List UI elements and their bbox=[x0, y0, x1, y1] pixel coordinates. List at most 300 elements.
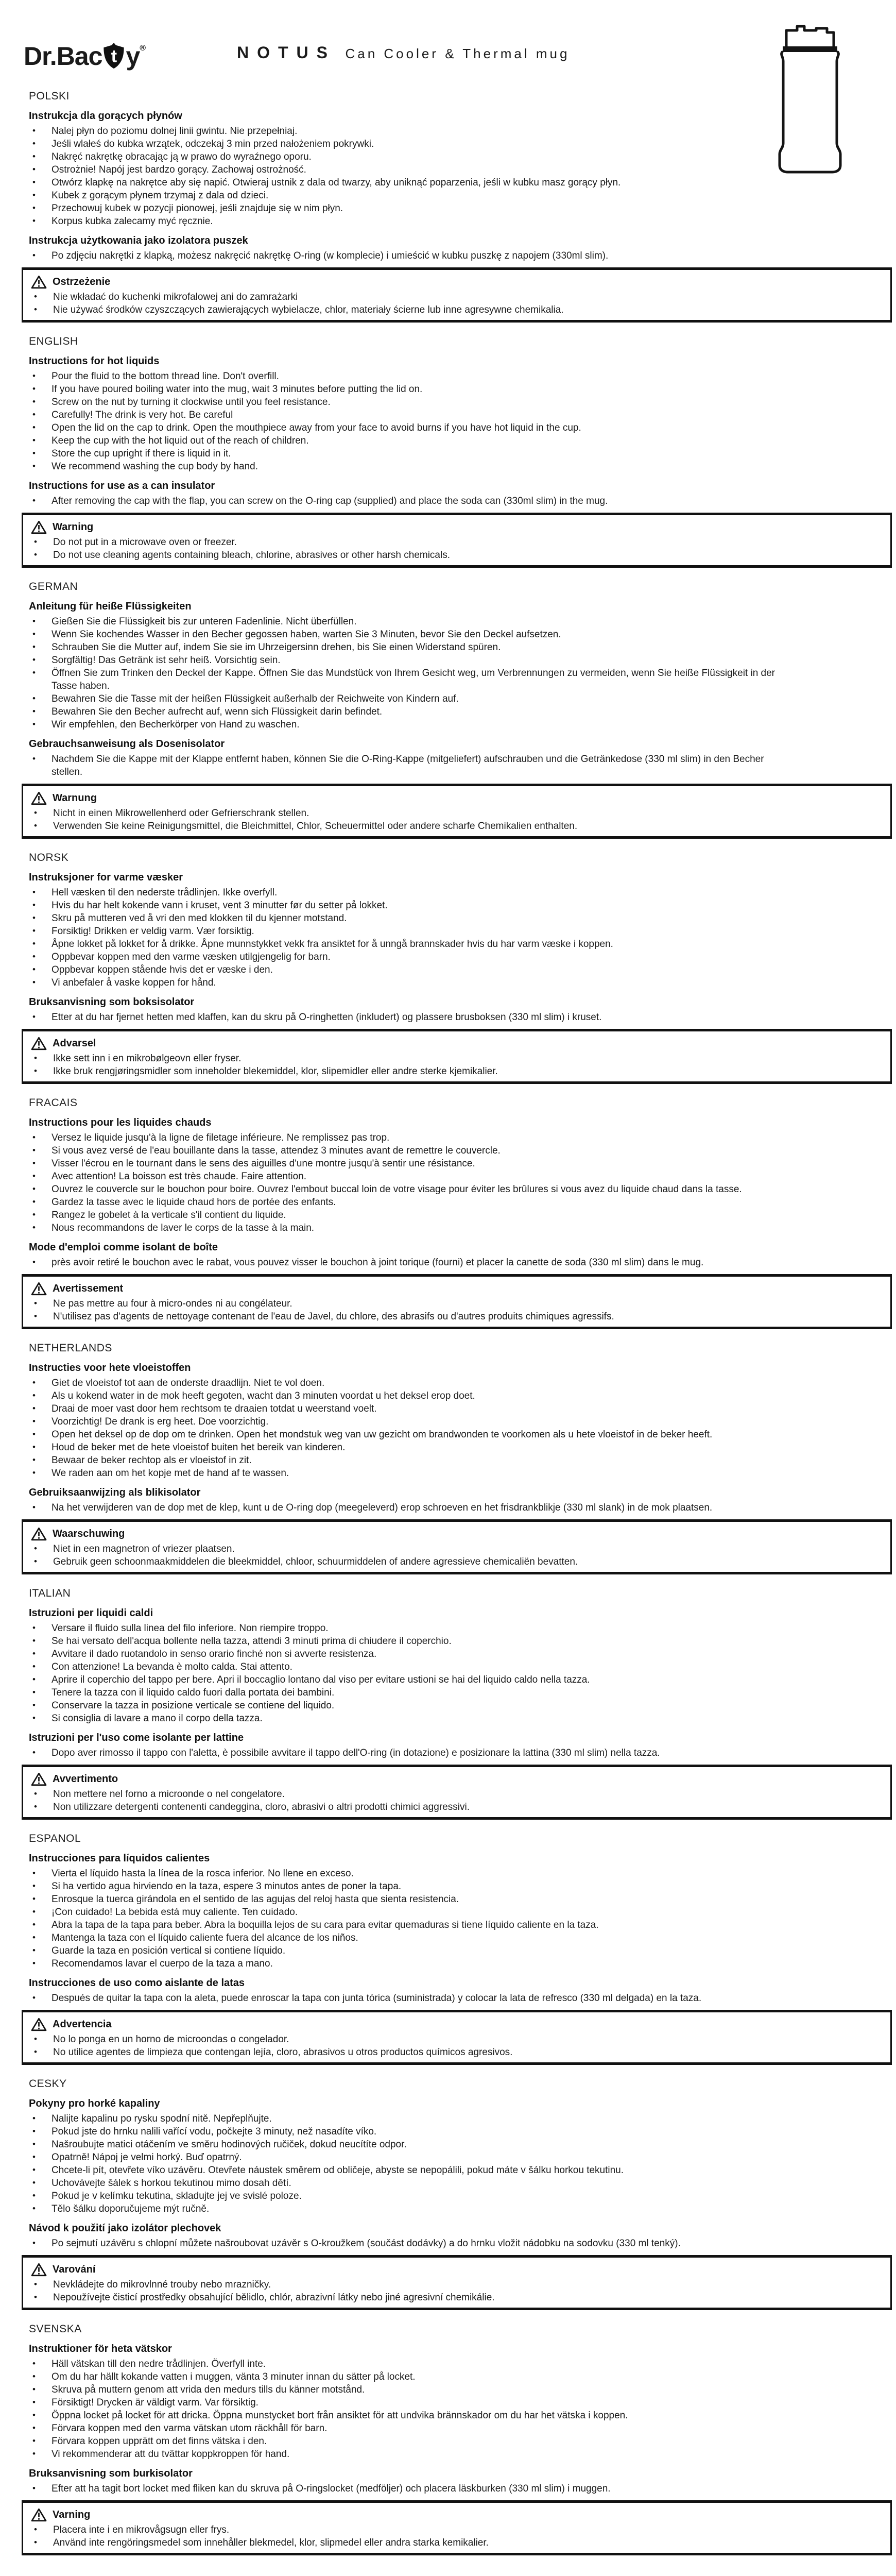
language-label: NETHERLANDS bbox=[29, 1342, 112, 1354]
instruction-text: Hell væsken til den nederste trådlinjen. Ikke overfyll. bbox=[51, 887, 278, 898]
instruction-text: Tenere la tazza con il liquido caldo fuori dalla portata dei bambini. bbox=[51, 1687, 335, 1698]
instruction-item bbox=[22, 1144, 892, 1157]
can-insulator-heading: Instructions for use as a can insulator bbox=[29, 480, 215, 492]
instruction-item bbox=[22, 1389, 892, 1402]
instruction-text: Po zdjęciu nakrętki z klapką, możesz nakręcić nakrętkę O-ring (w komplecie) i umieścić w kubku puszkę z napojem (330ml slim). bbox=[51, 250, 609, 261]
hot-liquids-list bbox=[22, 886, 892, 989]
bullet-marker-icon: • bbox=[32, 629, 36, 639]
instruction-item bbox=[22, 176, 892, 189]
bullet-marker-icon: • bbox=[32, 913, 36, 923]
can-insulator-list bbox=[22, 1501, 892, 1514]
instruction-item bbox=[22, 963, 892, 976]
instruction-text: Avvitare il dado ruotandolo in senso orario finché non si avverte resistenza. bbox=[51, 1649, 377, 1659]
warning-triangle-icon bbox=[31, 1527, 47, 1541]
instruction-item bbox=[22, 1712, 892, 1725]
bullet-marker-icon: • bbox=[32, 2449, 36, 2459]
can-insulator-heading: Instrucciones de uso como aislante de latas bbox=[29, 1977, 245, 1989]
instruction-item bbox=[22, 495, 892, 507]
instruction-item bbox=[22, 951, 892, 963]
instruction-item bbox=[22, 1170, 892, 1183]
warning-title-row bbox=[23, 2507, 890, 2522]
instruction-text: No lo ponga en un horno de microondas o congelador. bbox=[53, 2034, 289, 2045]
bullet-marker-icon: • bbox=[32, 1649, 36, 1658]
bullet-marker-icon: • bbox=[32, 1502, 36, 1512]
warning-title: Advertencia bbox=[53, 2018, 112, 2030]
instruction-item bbox=[23, 291, 890, 303]
instruction-text: Carefully! The drink is very hot. Be careful bbox=[51, 410, 233, 420]
instruction-text: Kubek z gorącym płynem trzymaj z dala od dzieci. bbox=[51, 190, 269, 201]
can-insulator-list bbox=[22, 249, 892, 262]
warning-list bbox=[23, 1788, 890, 1814]
instruction-item bbox=[22, 421, 892, 434]
instruction-item bbox=[22, 1209, 892, 1222]
hot-liquids-heading: Instruksjoner for varme væsker bbox=[29, 872, 183, 883]
bullet-marker-icon: • bbox=[32, 2483, 36, 2493]
hot-liquids-heading: Instructies voor hete vloeistoffen bbox=[29, 1362, 191, 1374]
bullet-marker-icon: • bbox=[32, 177, 36, 187]
bullet-marker-icon: • bbox=[32, 1429, 36, 1439]
instruction-item bbox=[22, 189, 892, 202]
bullet-marker-icon: • bbox=[34, 2292, 37, 2302]
instruction-text: Förvara koppen upprätt om det finns vätska i den. bbox=[51, 2436, 267, 2447]
instruction-item bbox=[22, 938, 892, 951]
instruction-item bbox=[22, 912, 892, 925]
bullet-marker-icon: • bbox=[32, 2436, 36, 2446]
can-insulator-list bbox=[22, 495, 892, 507]
bullet-marker-icon: • bbox=[32, 216, 36, 226]
bullet-marker-icon: • bbox=[34, 304, 37, 314]
warning-list bbox=[23, 2523, 890, 2549]
can-insulator-list bbox=[22, 2237, 892, 2250]
instruction-text: Efter att ha tagit bort locket med fliken kan du skruva på O-ringslocket (medföljer) och placera läskburken (330 ml slim) i muggen. bbox=[51, 2483, 611, 2494]
instruction-text: Visser l'écrou en le tournant dans le sens des aiguilles d'une montre jusqu'à sentir une résistance. bbox=[51, 1158, 475, 1169]
bullet-marker-icon: • bbox=[32, 1416, 36, 1426]
instruction-item bbox=[22, 705, 892, 718]
instruction-item bbox=[22, 615, 892, 628]
instruction-item bbox=[23, 1297, 890, 1310]
instruction-text: Pour the fluid to the bottom thread line. Don't overfill. bbox=[51, 371, 279, 382]
language-label: ESPANOL bbox=[29, 1833, 81, 1844]
bullet-marker-icon: • bbox=[34, 1066, 37, 1076]
warning-title-row bbox=[23, 519, 890, 535]
bullet-marker-icon: • bbox=[32, 706, 36, 716]
instruction-text: Con attenzione! La bevanda è molto calda. Stai attento. bbox=[51, 1662, 292, 1672]
instruction-text: Non mettere nel forno a microonde o nel congelatore. bbox=[53, 1789, 285, 1800]
bullet-marker-icon: • bbox=[34, 808, 37, 818]
bullet-marker-icon: • bbox=[32, 1868, 36, 1878]
instruction-item bbox=[22, 1622, 892, 1635]
instruction-item bbox=[22, 2164, 892, 2177]
bullet-marker-icon: • bbox=[34, 550, 37, 560]
instruction-text: Hvis du har helt kokende vann i kruset, vent 3 minutter før du setter på lokket. bbox=[51, 900, 388, 911]
instruction-item bbox=[22, 628, 892, 641]
instruction-text: Oppbevar koppen med den varme væsken utilgjengelig for barn. bbox=[51, 952, 331, 962]
warning-title: Advarsel bbox=[53, 1037, 96, 1049]
instruction-item bbox=[23, 2523, 890, 2536]
instruction-item bbox=[22, 1011, 892, 1024]
bullet-marker-icon: • bbox=[32, 1378, 36, 1387]
warning-box bbox=[22, 267, 892, 323]
bullet-marker-icon: • bbox=[32, 2359, 36, 2368]
instruction-text: Guarde la taza en posición vertical si contiene líquido. bbox=[51, 1945, 286, 1956]
instruction-text: Niet in een magnetron of vriezer plaatsen. bbox=[53, 1544, 235, 1554]
bullet-marker-icon: • bbox=[32, 668, 36, 677]
instruction-item bbox=[22, 1648, 892, 1660]
instruction-item bbox=[22, 1919, 892, 1931]
instruction-text: Nalijte kapalinu po rysku spodní nitě. Nepřeplňujte. bbox=[51, 2113, 272, 2124]
bullet-marker-icon: • bbox=[32, 2113, 36, 2123]
instruction-text: Open the lid on the cap to drink. Open the mouthpiece away from your face to avoid burns if you have hot liquid in the cup. bbox=[51, 422, 581, 433]
instruction-text: Pokud jste do hrnku nalili vařící vodu, počkejte 3 minuty, než nasadíte víko. bbox=[51, 2126, 377, 2137]
instruction-item bbox=[22, 1957, 892, 1970]
instruction-text: Nachdem Sie die Kappe mit der Klappe entfernt haben, können Sie die O-Ring-Kappe (mitgeliefert) aufschrauben und die Getränkedose (330 ml slim) in den Becher stellen. bbox=[51, 754, 764, 777]
bullet-marker-icon: • bbox=[34, 1298, 37, 1308]
warning-box bbox=[22, 1029, 892, 1084]
instruction-item bbox=[22, 1415, 892, 1428]
warning-list bbox=[23, 2278, 890, 2304]
hot-liquids-heading: Instruktioner för heta vätskor bbox=[29, 2343, 172, 2354]
instruction-text: Si ha vertido agua hirviendo en la taza, espere 3 minutos antes de poner la tapa. bbox=[51, 1881, 402, 1892]
bullet-marker-icon: • bbox=[32, 190, 36, 200]
instruction-item bbox=[22, 249, 892, 262]
bullet-marker-icon: • bbox=[32, 2191, 36, 2200]
warning-title: Avertissement bbox=[53, 1282, 124, 1294]
bullet-marker-icon: • bbox=[32, 164, 36, 174]
instruction-text: ¡Con cuidado! La bebida está muy caliente. Ten cuidado. bbox=[51, 1907, 298, 1918]
instruction-item bbox=[22, 2151, 892, 2164]
instruction-item bbox=[22, 1157, 892, 1170]
bullet-marker-icon: • bbox=[32, 1403, 36, 1413]
instruction-item bbox=[22, 1944, 892, 1957]
hot-liquids-heading: Anleitung für heiße Flüssigkeiten bbox=[29, 601, 192, 612]
instruction-item bbox=[22, 447, 892, 460]
instruction-item bbox=[22, 2370, 892, 2383]
hot-liquids-heading: Instructions pour les liquides chauds bbox=[29, 1117, 212, 1128]
page-header bbox=[0, 0, 896, 77]
can-insulator-list bbox=[22, 1256, 892, 1269]
instruction-text: Otwórz klapkę na nakrętce aby się napić. Otwieraj ustnik z dala od twarzy, aby uniknąć poparzenia, jeśli w kubku masz gorący płyn. bbox=[51, 177, 621, 188]
bullet-marker-icon: • bbox=[32, 1881, 36, 1891]
instruction-item bbox=[22, 2112, 892, 2125]
bullet-marker-icon: • bbox=[32, 1184, 36, 1194]
language-section bbox=[22, 90, 892, 323]
instruction-text: Åpne lokket på lokket for å drikke. Åpne munnstykket vekk fra ansiktet for å unngå brannskader hvis du har varm væske i koppen. bbox=[51, 939, 613, 950]
warning-title-row bbox=[23, 2262, 890, 2277]
bullet-marker-icon: • bbox=[32, 1636, 36, 1646]
bullet-marker-icon: • bbox=[32, 448, 36, 458]
bullet-marker-icon: • bbox=[32, 1993, 36, 2003]
warning-title-row bbox=[23, 790, 890, 806]
warning-title-row bbox=[23, 1036, 890, 1051]
instruction-item bbox=[22, 2177, 892, 2190]
instruction-text: Uchovávejte šálek s horkou tekutinou mimo dosah dětí. bbox=[51, 2178, 291, 2189]
instruction-item bbox=[23, 1543, 890, 1555]
instruction-text: Gardez la tasse avec le liquide chaud hors de portée des enfants. bbox=[51, 1197, 336, 1208]
warning-box bbox=[22, 784, 892, 839]
instruction-text: Do not use cleaning agents containing bleach, chlorine, abrasives or other harsh chemicals. bbox=[53, 550, 451, 561]
bullet-marker-icon: • bbox=[34, 1053, 37, 1063]
instruction-item bbox=[22, 1747, 892, 1759]
instruction-item bbox=[22, 886, 892, 899]
instruction-item bbox=[22, 1222, 892, 1234]
hot-liquids-list bbox=[22, 370, 892, 473]
bullet-marker-icon: • bbox=[34, 2034, 37, 2044]
can-insulator-heading: Gebruiksaanwijzing als blikisolator bbox=[29, 1487, 201, 1498]
instruction-item bbox=[22, 1880, 892, 1893]
instruction-text: Korpus kubka zalecamy myć ręcznie. bbox=[51, 216, 213, 227]
instruction-item bbox=[22, 370, 892, 383]
instruction-item bbox=[22, 1428, 892, 1441]
warning-title: Waarschuwing bbox=[53, 1528, 125, 1539]
instruction-text: Opatrně! Nápoj je velmi horký. Buď opatrný. bbox=[51, 2152, 242, 2163]
instruction-item bbox=[22, 163, 892, 176]
instruction-item bbox=[22, 925, 892, 938]
bullet-marker-icon: • bbox=[32, 977, 36, 987]
hot-liquids-list bbox=[22, 125, 892, 228]
instruction-item bbox=[23, 2033, 890, 2046]
instruction-text: Dopo aver rimosso il tappo con l'aletta, è possibile avvitare il tappo dell'O-ring (in dotazione) e posizionare la lattina (330 ml slim) nella tazza. bbox=[51, 1748, 660, 1758]
instruction-item bbox=[23, 1801, 890, 1814]
bullet-marker-icon: • bbox=[32, 719, 36, 729]
instruction-item bbox=[22, 2435, 892, 2448]
can-insulator-list bbox=[22, 2482, 892, 2495]
instruction-text: près avoir retiré le bouchon avec le rabat, vous pouvez visser le bouchon à joint torique (fourni) et placer la canette de soda (330 ml slim) dans le mug. bbox=[51, 1257, 704, 1268]
instruction-text: Mantenga la taza con el líquido caliente fuera del alcance de los niños. bbox=[51, 1933, 358, 1943]
warning-title: Ostrzeżenie bbox=[53, 276, 111, 287]
svg-text:t: t bbox=[111, 46, 117, 66]
warning-box bbox=[22, 1765, 892, 1820]
warning-box bbox=[22, 1274, 892, 1329]
warning-title-row bbox=[23, 1281, 890, 1296]
instruction-item bbox=[22, 2448, 892, 2461]
language-section bbox=[22, 1832, 892, 2065]
language-section bbox=[22, 2323, 892, 2555]
instruction-item bbox=[22, 1183, 892, 1196]
instruction-text: Nepoužívejte čisticí prostředky obsahující bělidlo, chlór, abrazivní látky nebo jiné agresivní chemikálie. bbox=[53, 2292, 495, 2303]
bullet-marker-icon: • bbox=[32, 2410, 36, 2420]
bullet-marker-icon: • bbox=[32, 1748, 36, 1757]
can-insulator-heading: Gebrauchsanweisung als Dosenisolator bbox=[29, 738, 225, 750]
instruction-item bbox=[23, 1052, 890, 1065]
hot-liquids-list bbox=[22, 1131, 892, 1234]
warning-triangle-icon bbox=[31, 2508, 47, 2522]
instruction-item bbox=[22, 1867, 892, 1880]
bullet-marker-icon: • bbox=[32, 1700, 36, 1710]
bullet-marker-icon: • bbox=[32, 410, 36, 419]
instruction-item bbox=[23, 807, 890, 820]
instruction-text: Non utilizzare detergenti contenenti candeggina, cloro, abrasivi o altri prodotti chimici aggressivi. bbox=[53, 1802, 470, 1812]
bullet-marker-icon: • bbox=[32, 203, 36, 213]
instruction-text: Sorgfältig! Das Getränk ist sehr heiß. Vorsichtig sein. bbox=[51, 655, 281, 666]
bullet-marker-icon: • bbox=[32, 1171, 36, 1181]
bullet-marker-icon: • bbox=[32, 1197, 36, 1207]
hot-liquids-list bbox=[22, 2112, 892, 2215]
brand-text-suffix: y bbox=[126, 42, 140, 71]
instruction-item bbox=[23, 1555, 890, 1568]
instruction-item bbox=[22, 641, 892, 654]
bullet-marker-icon: • bbox=[32, 2139, 36, 2149]
instruction-item bbox=[22, 434, 892, 447]
language-label: ENGLISH bbox=[29, 335, 78, 347]
warning-list bbox=[23, 1543, 890, 1568]
instruction-item bbox=[22, 1377, 892, 1389]
bullet-marker-icon: • bbox=[32, 397, 36, 406]
bullet-marker-icon: • bbox=[32, 1662, 36, 1671]
bullet-marker-icon: • bbox=[34, 537, 37, 547]
instruction-text: Wir empfehlen, den Becherkörper von Hand zu waschen. bbox=[51, 719, 300, 730]
language-label: GERMAN bbox=[29, 581, 78, 592]
warning-triangle-icon bbox=[31, 2018, 47, 2031]
instruction-text: We raden aan om het kopje met de hand af te wassen. bbox=[51, 1468, 289, 1479]
warning-triangle-icon bbox=[31, 1282, 47, 1296]
bullet-marker-icon: • bbox=[32, 2126, 36, 2136]
instruction-text: Giet de vloeistof tot aan de onderste draadlijn. Niet te vol doen. bbox=[51, 1378, 325, 1388]
instruction-item bbox=[23, 2536, 890, 2549]
instruction-item bbox=[22, 1686, 892, 1699]
instruction-text: Ostrożnie! Napój jest bardzo gorący. Zachowaj ostrożność. bbox=[51, 164, 306, 175]
language-section bbox=[22, 1342, 892, 1574]
instruction-item bbox=[22, 654, 892, 667]
instruction-item bbox=[22, 138, 892, 150]
warning-list bbox=[23, 1297, 890, 1323]
instruction-item bbox=[22, 1402, 892, 1415]
bullet-marker-icon: • bbox=[32, 461, 36, 471]
instruction-item bbox=[22, 2237, 892, 2250]
instruction-text: No utilice agentes de limpieza que contengan lejía, cloro, abrasivos u otros productos químicos agresivos. bbox=[53, 2047, 513, 2058]
instruction-text: Förvara koppen med den varma vätskan utom räckhåll för barn. bbox=[51, 2423, 328, 2434]
warning-title-row bbox=[23, 1771, 890, 1787]
warning-list bbox=[23, 536, 890, 562]
bullet-marker-icon: • bbox=[32, 250, 36, 260]
instruction-item bbox=[22, 2358, 892, 2370]
can-insulator-heading: Bruksanvisning som boksisolator bbox=[29, 996, 195, 1008]
bullet-marker-icon: • bbox=[32, 1687, 36, 1697]
instruction-item bbox=[22, 1441, 892, 1454]
instruction-item bbox=[22, 692, 892, 705]
bullet-marker-icon: • bbox=[34, 2537, 37, 2547]
bullet-marker-icon: • bbox=[32, 887, 36, 897]
bullet-marker-icon: • bbox=[32, 1945, 36, 1955]
instruction-item bbox=[23, 1310, 890, 1323]
bullet-marker-icon: • bbox=[34, 1802, 37, 1811]
instruction-text: Öppna locket på locket för att dricka. Öppna munstycket bort från ansiktet för att undvika brännskador om du har het vätska i koppen. bbox=[51, 2410, 628, 2421]
instruction-item bbox=[22, 2422, 892, 2435]
product-title bbox=[237, 43, 570, 62]
warning-title: Varování bbox=[53, 2263, 96, 2275]
instruction-text: Jeśli wlałeś do kubka wrzątek, odczekaj 3 min przed nałożeniem pokrywki. bbox=[51, 139, 374, 149]
brand-logo bbox=[24, 34, 145, 71]
bullet-marker-icon: • bbox=[32, 655, 36, 665]
hot-liquids-list bbox=[22, 1622, 892, 1725]
bullet-marker-icon: • bbox=[32, 1920, 36, 1929]
bullet-marker-icon: • bbox=[34, 2047, 37, 2057]
instruction-item bbox=[22, 409, 892, 421]
bullet-marker-icon: • bbox=[34, 1556, 37, 1566]
bullet-marker-icon: • bbox=[34, 2279, 37, 2289]
bullet-marker-icon: • bbox=[32, 1958, 36, 1968]
hot-liquids-list bbox=[22, 1867, 892, 1970]
instruction-item bbox=[22, 2202, 892, 2215]
language-section bbox=[22, 335, 892, 568]
instruction-text: Vierta el líquido hasta la línea de la rosca inferior. No llene en exceso. bbox=[51, 1868, 354, 1879]
hot-liquids-heading: Instrucciones para líquidos calientes bbox=[29, 1853, 210, 1864]
bullet-marker-icon: • bbox=[32, 900, 36, 910]
warning-triangle-icon bbox=[31, 791, 47, 805]
instruction-text: Después de quitar la tapa con la aleta, puede enroscar la tapa con junta tórica (suministrada) y colocar la lata de refresco (330 ml delgada) en la taza. bbox=[51, 1993, 702, 2004]
instruction-item bbox=[22, 2125, 892, 2138]
instruction-text: We recommend washing the cup body by hand. bbox=[51, 461, 258, 472]
instruction-item bbox=[22, 1699, 892, 1712]
warning-title-row bbox=[23, 2016, 890, 2032]
instruction-text: Houd de beker met de hete vloeistof buiten het bereik van kinderen. bbox=[51, 1442, 346, 1453]
instruction-text: Ne pas mettre au four à micro-ondes ni au congélateur. bbox=[53, 1298, 292, 1309]
language-label: POLSKI bbox=[29, 90, 70, 102]
instruction-text: Voorzichtig! De drank is erg heet. Doe voorzichtig. bbox=[51, 1416, 269, 1427]
bullet-marker-icon: • bbox=[32, 2371, 36, 2381]
instruction-item bbox=[23, 2046, 890, 2059]
warning-list bbox=[23, 2033, 890, 2059]
registered-mark: ® bbox=[140, 44, 146, 53]
instruction-text: Našroubujte matici otáčením ve směru hodinových ručiček, dokud neucítíte odpor. bbox=[51, 2139, 407, 2150]
bullet-marker-icon: • bbox=[32, 1894, 36, 1904]
language-label: FRACAIS bbox=[29, 1097, 78, 1109]
instruction-text: Skru på mutteren ved å vri den med klokken til du kjenner motstand. bbox=[51, 913, 347, 924]
instruction-text: Abra la tapa de la tapa para beber. Abra la boquilla lejos de su cara para evitar quemaduras si tiene líquido caliente en la taza. bbox=[51, 1920, 599, 1930]
language-sections bbox=[22, 90, 892, 2555]
warning-title: Warnung bbox=[53, 792, 97, 804]
instruction-text: Forsiktig! Drikken er veldig varm. Vær forsiktig. bbox=[51, 926, 254, 937]
bullet-marker-icon: • bbox=[32, 2165, 36, 2175]
instruction-text: Gebruik geen schoonmaakmiddelen die bleekmiddel, chloor, schuurmiddelen of andere agressieve chemicaliën bevatten. bbox=[53, 1556, 578, 1567]
bullet-marker-icon: • bbox=[32, 1933, 36, 1942]
bullet-marker-icon: • bbox=[32, 1132, 36, 1142]
instruction-item bbox=[23, 820, 890, 833]
instruction-text: Nie używać środków czyszczących zawierających wybielacze, chlor, materiały ścierne lub inne agresywne chemikalia. bbox=[53, 304, 564, 315]
instruction-text: Schrauben Sie die Mutter auf, indem Sie sie im Uhrzeigersinn drehen, bis Sie einen Widerstand spüren. bbox=[51, 642, 501, 653]
instruction-item bbox=[22, 1501, 892, 1514]
warning-box bbox=[22, 2255, 892, 2310]
instruction-text: Enrosque la tuerca girándola en el sentido de las agujas del reloj hasta que sienta resistencia. bbox=[51, 1894, 459, 1905]
bullet-marker-icon: • bbox=[32, 139, 36, 148]
warning-title: Warning bbox=[53, 521, 94, 533]
instruction-text: Nalej płyn do poziomu dolnej linii gwintu. Nie przepełniaj. bbox=[51, 126, 298, 137]
hot-liquids-list bbox=[22, 2358, 892, 2461]
instruction-text: Nous recommandons de laver le corps de la tasse à la main. bbox=[51, 1223, 315, 1233]
instruction-text: Avec attention! La boisson est très chaude. Faire attention. bbox=[51, 1171, 307, 1182]
bullet-marker-icon: • bbox=[32, 1713, 36, 1723]
instruction-item bbox=[22, 460, 892, 473]
instruction-item bbox=[22, 1673, 892, 1686]
warning-box bbox=[22, 2010, 892, 2065]
bullet-marker-icon: • bbox=[34, 1789, 37, 1799]
instruction-item bbox=[22, 1256, 892, 1269]
bullet-marker-icon: • bbox=[32, 384, 36, 394]
instruction-item bbox=[22, 2482, 892, 2495]
warning-title-row bbox=[23, 1526, 890, 1541]
instruction-item bbox=[22, 899, 892, 912]
warning-list bbox=[23, 291, 890, 316]
bullet-marker-icon: • bbox=[32, 1223, 36, 1232]
instruction-text: Recomendamos lavar el cuerpo de la taza a mano. bbox=[51, 1958, 273, 1969]
instruction-text: N'utilisez pas d'agents de nettoyage contenant de l'eau de Javel, du chlore, des abrasifs ou d'autres produits chimiques agressifs. bbox=[53, 1311, 614, 1322]
instruction-text: Häll vätskan till den nedre trådlinjen. Överfyll inte. bbox=[51, 2359, 266, 2369]
warning-triangle-icon bbox=[31, 275, 47, 289]
warning-triangle-icon bbox=[31, 2263, 47, 2277]
instruction-text: Versez le liquide jusqu'à la ligne de filetage inférieure. Ne remplissez pas trop. bbox=[51, 1132, 390, 1143]
instruction-text: Nie wkładać do kuchenki mikrofalowej ani do zamrażarki bbox=[53, 292, 298, 302]
warning-title-row bbox=[23, 274, 890, 290]
warning-title: Avvertimento bbox=[53, 1773, 118, 1785]
